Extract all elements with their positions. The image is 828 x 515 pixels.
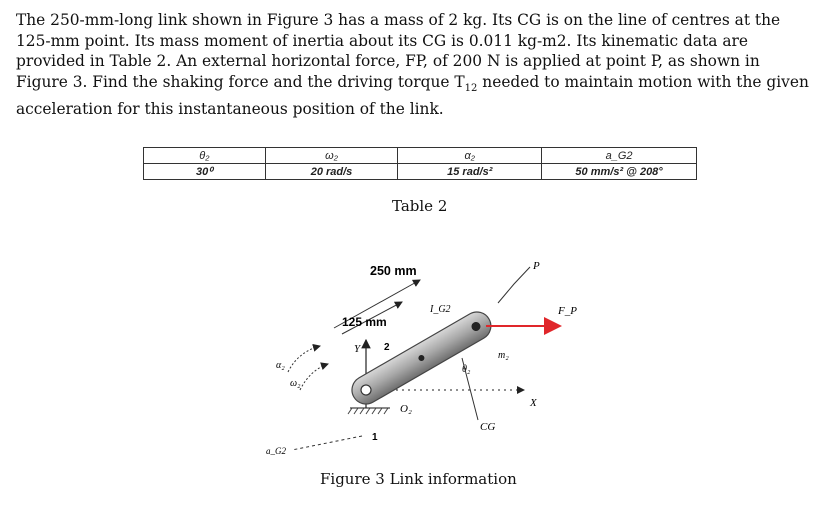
torque-subscript: 12 xyxy=(464,82,478,94)
ground-support xyxy=(348,408,390,414)
omega-arc xyxy=(300,364,328,390)
cg-label: CG xyxy=(480,421,496,433)
pivot-o2-label: O₂ xyxy=(400,403,412,415)
point-p-label: P xyxy=(533,260,540,272)
acceleration-line xyxy=(292,436,362,450)
link-number-2: 2 xyxy=(384,342,390,353)
y-axis-label: Y xyxy=(354,343,361,355)
acceleration-label: a_G2 xyxy=(266,446,286,456)
omega-label: ω₂ xyxy=(290,378,301,389)
table-header-row xyxy=(144,148,697,164)
alpha-label: α₂ xyxy=(276,360,285,371)
header-omega2: ω₂ xyxy=(265,148,398,164)
table-row xyxy=(144,164,697,180)
dimension-label-total: 250 mm xyxy=(370,264,417,278)
table-caption: Table 2 xyxy=(392,197,448,215)
value-alpha2: 15 rad/s² xyxy=(398,164,542,180)
value-theta2: 30⁰ xyxy=(144,164,266,180)
x-axis-label: X xyxy=(530,397,537,409)
value-omega2: 20 rad/s xyxy=(265,164,398,180)
p-leader-line xyxy=(498,267,530,303)
force-fp-label: F_P xyxy=(558,305,577,317)
link-figure xyxy=(262,240,577,465)
problem-text-part1: The 250-mm-long link shown in Figure 3 has a mass of 2 kg. Its CG is on the line of centres at the 125-mm point. Its mass moment of inertia about its CG is 0.011 kg-m2. Its kinematic data are provided in Table 2. An external horizontal force, FP, of 200 N is applied at point P, as shown in Figure 3. Find the shaking force and the driving torque T xyxy=(16,11,781,91)
value-aG2: 50 mm/s² @ 208° xyxy=(542,164,697,180)
theta-label: θ₂ xyxy=(462,364,471,375)
header-aG2: a_G2 xyxy=(542,148,697,164)
mass-label: m₂ xyxy=(498,350,509,361)
header-alpha2: α₂ xyxy=(398,148,542,164)
problem-text-part2: needed to maintain motion with the given acceleration for this instantaneous position of the link. xyxy=(16,72,809,119)
figure-caption: Figure 3 Link information xyxy=(320,470,517,488)
header-theta2: θ₂ xyxy=(144,148,266,164)
ground-number-1: 1 xyxy=(372,432,378,443)
dimension-label-half: 125 mm xyxy=(342,315,387,329)
kinematic-data-table xyxy=(143,147,697,180)
alpha-arc xyxy=(288,346,320,372)
problem-statement xyxy=(16,10,816,120)
inertia-label: I_G2 xyxy=(430,304,451,315)
